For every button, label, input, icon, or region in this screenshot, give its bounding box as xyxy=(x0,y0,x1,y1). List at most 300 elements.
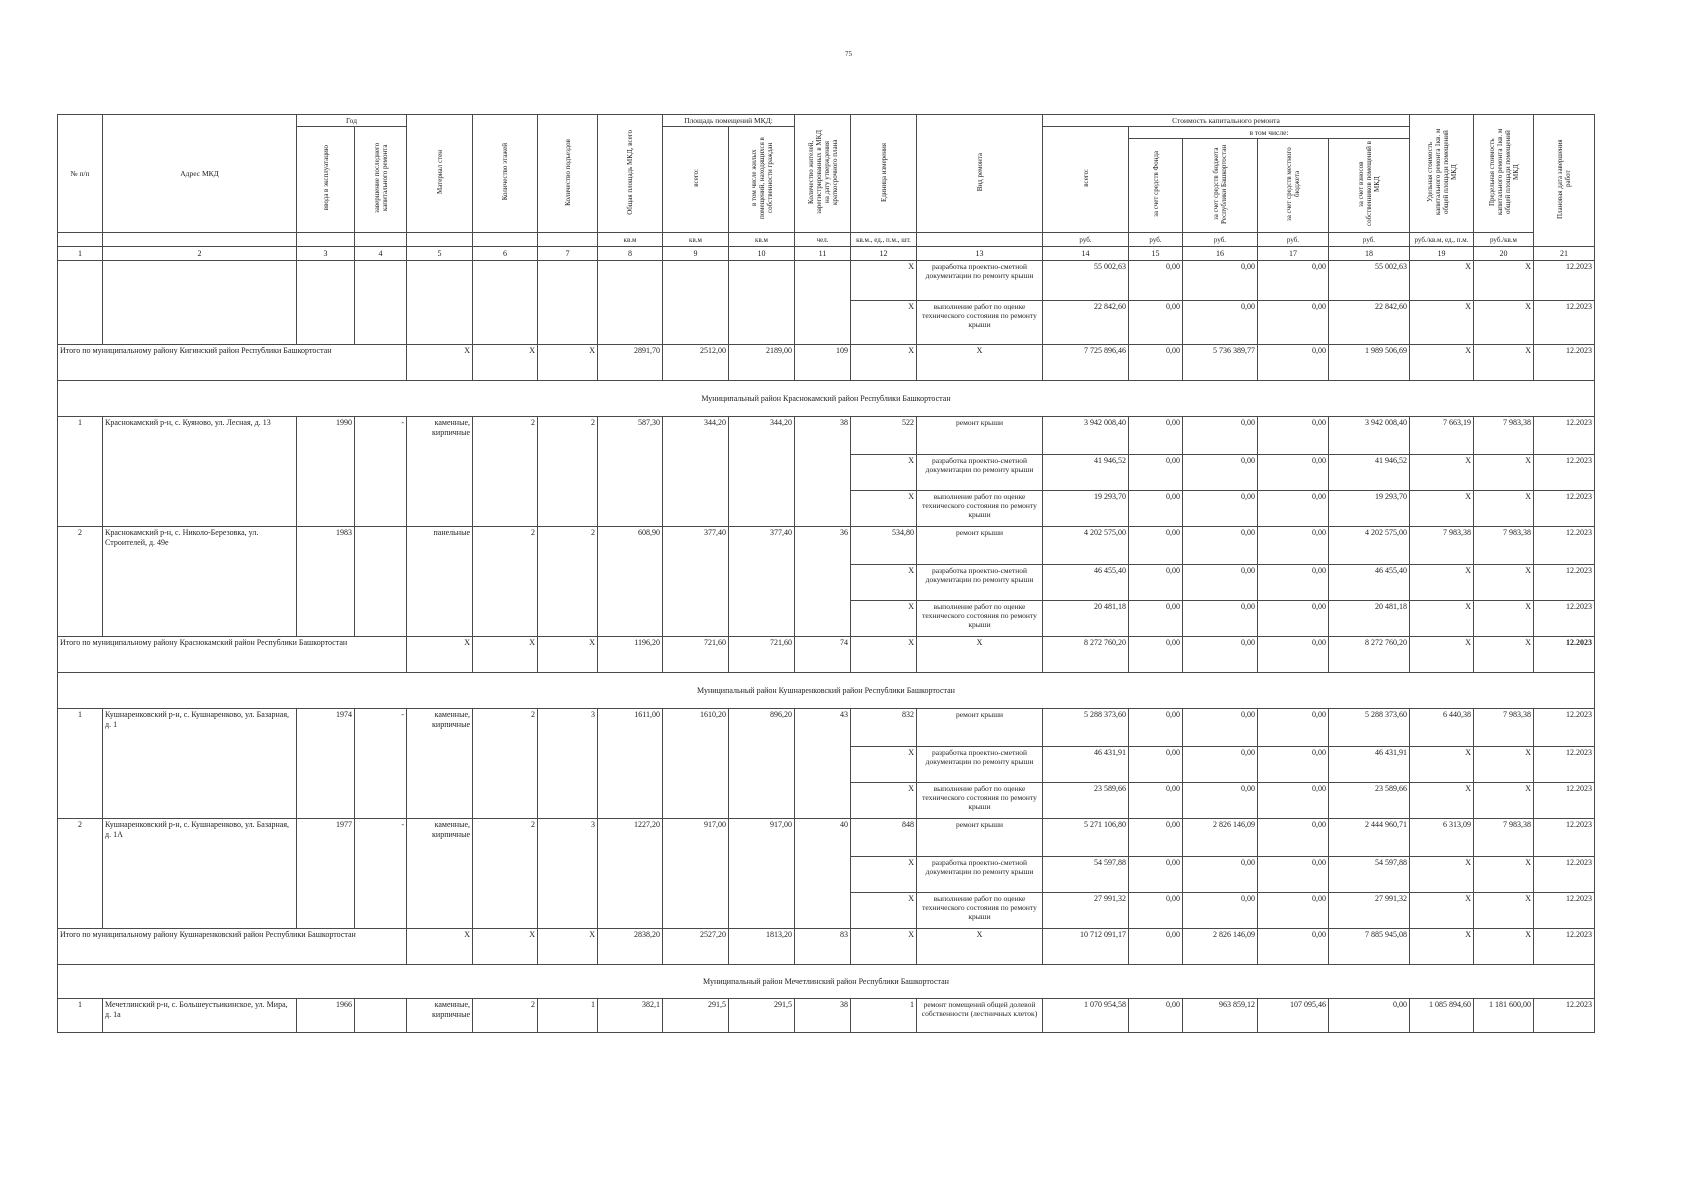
cost-rb: 0,00 xyxy=(1183,261,1258,301)
cost-fund: 0,00 xyxy=(1129,491,1183,527)
header-col-address: Адрес МКД xyxy=(103,115,297,233)
col-number: 16 xyxy=(1183,247,1258,261)
area-res: 2189,00 xyxy=(729,345,795,381)
unit-value: X xyxy=(851,637,917,673)
work-type: выполнение работ по оценке технического состояния по ремонту крыши xyxy=(917,601,1043,637)
header-col-unit: Единица измерения xyxy=(851,115,917,233)
area-res: 1813,20 xyxy=(729,929,795,965)
work-type: ремонт крыши xyxy=(917,527,1043,565)
work-type: X xyxy=(917,637,1043,673)
entrances: X xyxy=(538,637,598,673)
cost-rb: 0,00 xyxy=(1183,747,1258,783)
total-area: 382,1 xyxy=(598,999,663,1033)
col-number: 10 xyxy=(729,247,795,261)
unit-cell: чел. xyxy=(795,233,851,247)
cost-mb: 0,00 xyxy=(1258,417,1329,455)
unit-value: 848 xyxy=(851,819,917,857)
max-cost: 7 983,38 xyxy=(1474,709,1534,747)
section-title: Муниципальный район Кушнаренковский район Республики Башкортостан xyxy=(58,673,1595,709)
max-cost: X xyxy=(1474,301,1534,345)
cost-total: 46 431,91 xyxy=(1043,747,1129,783)
address: Кушнаренковский р-н, с. Кушнаренково, ул. Базарная, д. 1А xyxy=(103,819,297,929)
total-row xyxy=(58,637,1595,673)
entrances: 2 xyxy=(538,417,598,527)
cost-own: 46 455,40 xyxy=(1329,565,1410,601)
cost-total: 54 597,88 xyxy=(1043,857,1129,893)
residents: 40 xyxy=(795,819,851,929)
date: 12.2023 xyxy=(1534,783,1595,819)
max-cost: X xyxy=(1474,929,1534,965)
unit-value: X xyxy=(851,261,917,301)
header-col-floors: Количество этажей xyxy=(473,115,538,233)
col-number: 19 xyxy=(1410,247,1474,261)
capital-repair-table xyxy=(57,114,1595,1033)
entrances: X xyxy=(538,345,598,381)
max-cost: X xyxy=(1474,637,1534,673)
cost-mb: 0,00 xyxy=(1258,747,1329,783)
area-all: 1610,20 xyxy=(663,709,729,819)
cost-mb: 107 095,46 xyxy=(1258,999,1329,1033)
area-res: 377,40 xyxy=(729,527,795,637)
total-area: 1227,20 xyxy=(598,819,663,929)
address: Кушнаренковский р-н, с. Кушнаренково, ул. Базарная, д. 1 xyxy=(103,709,297,819)
date: 12.2023 xyxy=(1534,893,1595,929)
unit-cost: X xyxy=(1410,565,1474,601)
unit-value: X xyxy=(851,491,917,527)
header-col-entrances: Количество подъездов xyxy=(538,115,598,233)
cost-own: 22 842,60 xyxy=(1329,301,1410,345)
date: 12.2023 xyxy=(1534,345,1595,381)
area-all: 2512,00 xyxy=(663,345,729,381)
cost-fund: 0,00 xyxy=(1129,601,1183,637)
header-col-unit-cost: Удельная стоимость капитального ремонта 1кв. м общей площади помещений МКД xyxy=(1410,115,1474,233)
year-rep xyxy=(355,527,407,637)
floors: X xyxy=(473,345,538,381)
cost-rb: 963 859,12 xyxy=(1183,999,1258,1033)
header-col-total-area: Общая площадь МКД, всего xyxy=(598,115,663,233)
unit-cost: X xyxy=(1410,857,1474,893)
entrances: 1 xyxy=(538,999,598,1033)
unit-value: X xyxy=(851,455,917,491)
entrances: 3 xyxy=(538,709,598,819)
work-type: ремонт крыши xyxy=(917,819,1043,857)
cost-total: 27 991,32 xyxy=(1043,893,1129,929)
total-area: 1196,20 xyxy=(598,637,663,673)
total-area: 587,30 xyxy=(598,417,663,527)
cost-fund: 0,00 xyxy=(1129,417,1183,455)
unit-cost: 6 440,38 xyxy=(1410,709,1474,747)
max-cost: X xyxy=(1474,565,1534,601)
entrances: 2 xyxy=(538,527,598,637)
table-row xyxy=(58,999,1595,1033)
cost-own: 4 202 575,00 xyxy=(1329,527,1410,565)
cost-fund: 0,00 xyxy=(1129,709,1183,747)
unit-value: 1 xyxy=(851,999,917,1033)
unit-cell: кв.м xyxy=(663,233,729,247)
total-area: 2891,70 xyxy=(598,345,663,381)
cost-mb: 0,00 xyxy=(1258,929,1329,965)
page-number: 75 xyxy=(845,50,852,58)
year-rep: - xyxy=(355,417,407,527)
table-row xyxy=(58,417,1595,455)
unit-cell: руб. xyxy=(1183,233,1258,247)
date: 12.2023 xyxy=(1534,637,1595,673)
unit-cost: X xyxy=(1410,783,1474,819)
area-res: 917,00 xyxy=(729,819,795,929)
walls: каменные, кирпичные xyxy=(407,819,473,929)
area-res: 291,5 xyxy=(729,999,795,1033)
work-type: X xyxy=(917,345,1043,381)
cost-total: 4 202 575,00 xyxy=(1043,527,1129,565)
walls: панельные xyxy=(407,527,473,637)
col-number: 17 xyxy=(1258,247,1329,261)
cost-own: 54 597,88 xyxy=(1329,857,1410,893)
unit-cell: руб. xyxy=(1329,233,1410,247)
cost-total: 55 002,63 xyxy=(1043,261,1129,301)
total-row xyxy=(58,929,1595,965)
unit-cost: X xyxy=(1410,301,1474,345)
cost-fund: 0,00 xyxy=(1129,455,1183,491)
address: Краснокамский р-н, с. Николо-Березовка, ул. Строителей, д. 49е xyxy=(103,527,297,637)
unit-cost: X xyxy=(1410,455,1474,491)
cost-fund: 0,00 xyxy=(1129,565,1183,601)
area-all: 917,00 xyxy=(663,819,729,929)
year-rep xyxy=(355,999,407,1033)
col-number: 20 xyxy=(1474,247,1534,261)
header-col-work-type: Вид ремонта xyxy=(917,115,1043,233)
cost-own: 1 989 506,69 xyxy=(1329,345,1410,381)
col-number: 21 xyxy=(1534,247,1595,261)
col-number: 14 xyxy=(1043,247,1129,261)
year-in: 1977 xyxy=(297,819,355,929)
max-cost: 7 983,38 xyxy=(1474,527,1534,565)
cost-rb: 2 826 146,09 xyxy=(1183,929,1258,965)
cost-fund: 0,00 xyxy=(1129,819,1183,857)
header-row-1 xyxy=(58,115,1595,127)
date: 12.2023 xyxy=(1534,301,1595,345)
table-row xyxy=(58,261,1595,301)
header-group-area: Площадь помещений МКД: xyxy=(663,115,795,127)
cost-mb: 0,00 xyxy=(1258,527,1329,565)
year-in: 1983 xyxy=(297,527,355,637)
year-in: 1990 xyxy=(297,417,355,527)
max-cost: X xyxy=(1474,857,1534,893)
col-number: 3 xyxy=(297,247,355,261)
row-number: 1 xyxy=(58,999,103,1033)
floors: X xyxy=(473,929,538,965)
unit-value: X xyxy=(851,301,917,345)
year-in: 1974 xyxy=(297,709,355,819)
area-all: 2527,20 xyxy=(663,929,729,965)
cost-mb: 0,00 xyxy=(1258,345,1329,381)
cost-own: 0,00 xyxy=(1329,999,1410,1033)
unit-value: 522 xyxy=(851,417,917,455)
date: 12.2023 xyxy=(1534,527,1595,565)
header-col-year-rep: завершение последнего капитального ремонта xyxy=(355,127,407,233)
col-number: 9 xyxy=(663,247,729,261)
section-row xyxy=(58,673,1595,709)
date: 12.2023 xyxy=(1534,747,1595,783)
cost-fund: 0,00 xyxy=(1129,857,1183,893)
cost-mb: 0,00 xyxy=(1258,455,1329,491)
work-type: X xyxy=(917,929,1043,965)
area-res: 344,20 xyxy=(729,417,795,527)
section-row xyxy=(58,381,1595,417)
residents: 38 xyxy=(795,417,851,527)
cost-total: 5 271 106,80 xyxy=(1043,819,1129,857)
cost-total: 19 293,70 xyxy=(1043,491,1129,527)
cost-total: 5 288 373,60 xyxy=(1043,709,1129,747)
residents: 38 xyxy=(795,999,851,1033)
cost-own: 20 481,18 xyxy=(1329,601,1410,637)
date: 12.2023 xyxy=(1534,417,1595,455)
walls: каменные, кирпичные xyxy=(407,999,473,1033)
header-col-area-res: в том числе жилых помещений, находящихся в собственности граждан xyxy=(729,127,795,233)
cost-own: 23 589,66 xyxy=(1329,783,1410,819)
cost-mb: 0,00 xyxy=(1258,819,1329,857)
header-col-date: Плановая дата завершения работ xyxy=(1534,115,1595,247)
cost-mb: 0,00 xyxy=(1258,565,1329,601)
header-col-own: за счет взносов собственников помещений в МКД xyxy=(1329,139,1410,233)
row-number: 2 xyxy=(58,527,103,637)
area-all: 721,60 xyxy=(663,637,729,673)
cost-total: 46 455,40 xyxy=(1043,565,1129,601)
cost-fund: 0,00 xyxy=(1129,637,1183,673)
cost-fund: 0,00 xyxy=(1129,893,1183,929)
date: 12.2023 xyxy=(1534,455,1595,491)
row-number: 2 xyxy=(58,819,103,929)
cost-fund: 0,00 xyxy=(1129,929,1183,965)
col-number: 4 xyxy=(355,247,407,261)
cost-rb: 0,00 xyxy=(1183,893,1258,929)
cost-rb: 0,00 xyxy=(1183,417,1258,455)
col-number: 6 xyxy=(473,247,538,261)
cost-fund: 0,00 xyxy=(1129,301,1183,345)
walls: X xyxy=(407,929,473,965)
address: Краснокамский р-н, с. Куяново, ул. Лесная, д. 13 xyxy=(103,417,297,527)
work-type: выполнение работ по оценке технического состояния по ремонту крыши xyxy=(917,491,1043,527)
row-number: 1 xyxy=(58,709,103,819)
cost-rb: 0,00 xyxy=(1183,783,1258,819)
cost-mb: 0,00 xyxy=(1258,709,1329,747)
max-cost: X xyxy=(1474,345,1534,381)
cost-mb: 0,00 xyxy=(1258,637,1329,673)
work-type: разработка проектно-сметной документации по ремонту крыши xyxy=(917,455,1043,491)
area-all: 344,20 xyxy=(663,417,729,527)
table-row xyxy=(58,527,1595,565)
section-row xyxy=(58,965,1595,999)
floors: 2 xyxy=(473,527,538,637)
date: 12.2023 xyxy=(1534,261,1595,301)
cost-own: 41 946,52 xyxy=(1329,455,1410,491)
header-col-walls: Материал стен xyxy=(407,115,473,233)
work-type: разработка проектно-сметной документации по ремонту крыши xyxy=(917,261,1043,301)
residents: 36 xyxy=(795,527,851,637)
max-cost: 1 181 600,00 xyxy=(1474,999,1534,1033)
table-row xyxy=(58,709,1595,747)
unit-cost: X xyxy=(1410,491,1474,527)
date: 12.2023 xyxy=(1534,601,1595,637)
col-number: 5 xyxy=(407,247,473,261)
header-group-incl: в том числе: xyxy=(1129,127,1410,139)
unit-value: 832 xyxy=(851,709,917,747)
unit-cell: руб./кв.м, ед., п.м. xyxy=(1410,233,1474,247)
unit-cell: кв.м., ед., п.м., шт. xyxy=(851,233,917,247)
cost-total: 20 481,18 xyxy=(1043,601,1129,637)
max-cost: X xyxy=(1474,747,1534,783)
unit-value: X xyxy=(851,783,917,819)
cost-rb: 0,00 xyxy=(1183,491,1258,527)
cost-total: 3 942 008,40 xyxy=(1043,417,1129,455)
unit-value: X xyxy=(851,601,917,637)
col-number: 1 xyxy=(58,247,103,261)
cost-own: 7 885 945,08 xyxy=(1329,929,1410,965)
date: 12.2023 xyxy=(1534,491,1595,527)
max-cost: X xyxy=(1474,261,1534,301)
max-cost: X xyxy=(1474,601,1534,637)
walls: X xyxy=(407,345,473,381)
cost-total: 1 070 954,58 xyxy=(1043,999,1129,1033)
work-type: выполнение работ по оценке технического состояния по ремонту крыши xyxy=(917,783,1043,819)
cost-mb: 0,00 xyxy=(1258,301,1329,345)
cost-fund: 0,00 xyxy=(1129,527,1183,565)
total-area: 1611,00 xyxy=(598,709,663,819)
section-title: Муниципальный район Мечетлинский район Республики Башкортостан xyxy=(58,965,1595,999)
walls: X xyxy=(407,637,473,673)
unit-value: X xyxy=(851,929,917,965)
area-res: 721,60 xyxy=(729,637,795,673)
unit-cost: 7 663,19 xyxy=(1410,417,1474,455)
max-cost: X xyxy=(1474,455,1534,491)
cost-rb: 0,00 xyxy=(1183,857,1258,893)
floors: 2 xyxy=(473,819,538,929)
cost-total: 41 946,52 xyxy=(1043,455,1129,491)
date: 12.2023 xyxy=(1534,929,1595,965)
col-number: 18 xyxy=(1329,247,1410,261)
residents: 74 xyxy=(795,637,851,673)
area-res: 896,20 xyxy=(729,709,795,819)
total-label: Итого по муниципальному району Краснокамский район Республики Башкортостан xyxy=(58,637,407,673)
date: 12.2023 xyxy=(1534,999,1595,1033)
cost-mb: 0,00 xyxy=(1258,261,1329,301)
header-col-max-cost: Предельная стоимость капитального ремонта 1кв. м общей площади помещений МКД xyxy=(1474,115,1534,233)
cost-rb: 0,00 xyxy=(1183,565,1258,601)
total-label: Итого по муниципальному району Кигинский район Республики Башкортостан xyxy=(58,345,407,381)
work-type: ремонт помещений общей долевой собственности (лестничных клеток) xyxy=(917,999,1043,1033)
walls: каменные, кирпичные xyxy=(407,417,473,527)
unit-value: X xyxy=(851,893,917,929)
cost-mb: 0,00 xyxy=(1258,491,1329,527)
unit-value: X xyxy=(851,857,917,893)
table-row xyxy=(58,819,1595,857)
cost-total: 7 725 896,46 xyxy=(1043,345,1129,381)
work-type: ремонт крыши xyxy=(917,709,1043,747)
col-number: 8 xyxy=(598,247,663,261)
cost-mb: 0,00 xyxy=(1258,893,1329,929)
cost-rb: 0,00 xyxy=(1183,637,1258,673)
unit-value: 534,80 xyxy=(851,527,917,565)
header-col-fund: за счет средств Фонда xyxy=(1129,139,1183,233)
col-number: 7 xyxy=(538,247,598,261)
cost-own: 2 444 960,71 xyxy=(1329,819,1410,857)
header-col-area-all: всего: xyxy=(663,127,729,233)
residents: 83 xyxy=(795,929,851,965)
header-col-num: № п/п xyxy=(58,115,103,233)
cost-total: 10 712 091,17 xyxy=(1043,929,1129,965)
cost-mb: 0,00 xyxy=(1258,783,1329,819)
col-number: 11 xyxy=(795,247,851,261)
floors: 2 xyxy=(473,417,538,527)
cost-rb: 0,00 xyxy=(1183,455,1258,491)
unit-cell: руб./кв.м xyxy=(1474,233,1534,247)
cost-mb: 0,00 xyxy=(1258,857,1329,893)
unit-cell: кв.м xyxy=(729,233,795,247)
area-all: 291,5 xyxy=(663,999,729,1033)
cost-own: 5 288 373,60 xyxy=(1329,709,1410,747)
unit-value: X xyxy=(851,565,917,601)
total-row xyxy=(58,345,1595,381)
cost-rb: 2 826 146,09 xyxy=(1183,819,1258,857)
date: 12.2023 xyxy=(1534,819,1595,857)
cost-fund: 0,00 xyxy=(1129,747,1183,783)
work-type: выполнение работ по оценке технического состояния по ремонту крыши xyxy=(917,893,1043,929)
work-type: разработка проектно-сметной документации по ремонту крыши xyxy=(917,747,1043,783)
cost-total: 22 842,60 xyxy=(1043,301,1129,345)
cost-mb: 0,00 xyxy=(1258,601,1329,637)
area-all: 377,40 xyxy=(663,527,729,637)
work-type: выполнение работ по оценке технического состояния по ремонту крыши xyxy=(917,301,1043,345)
cost-rb: 0,00 xyxy=(1183,301,1258,345)
year-rep: - xyxy=(355,819,407,929)
unit-cost: 6 313,09 xyxy=(1410,819,1474,857)
address: Мечетлинский р-н, с. Большеустьикинское, ул. Мира, д. 1а xyxy=(103,999,297,1033)
cost-own: 3 942 008,40 xyxy=(1329,417,1410,455)
cost-own: 19 293,70 xyxy=(1329,491,1410,527)
max-cost: X xyxy=(1474,783,1534,819)
header-col-rb: за счет средств бюджета Республики Башкортостан xyxy=(1183,139,1258,233)
unit-cell: кв.м xyxy=(598,233,663,247)
floors: X xyxy=(473,637,538,673)
col-number: 12 xyxy=(851,247,917,261)
unit-cell: руб. xyxy=(1258,233,1329,247)
unit-cost: X xyxy=(1410,637,1474,673)
cost-rb: 0,00 xyxy=(1183,601,1258,637)
cost-own: 8 272 760,20 xyxy=(1329,637,1410,673)
date: 12.2023 xyxy=(1534,565,1595,601)
cost-total: 23 589,66 xyxy=(1043,783,1129,819)
column-numbers-row xyxy=(58,247,1595,261)
unit-value: X xyxy=(851,747,917,783)
cost-fund: 0,00 xyxy=(1129,999,1183,1033)
max-cost: 7 983,38 xyxy=(1474,417,1534,455)
cost-fund: 0,00 xyxy=(1129,783,1183,819)
unit-cost: X xyxy=(1410,601,1474,637)
max-cost: X xyxy=(1474,491,1534,527)
entrances: X xyxy=(538,929,598,965)
cost-total: 8 272 760,20 xyxy=(1043,637,1129,673)
cost-rb: 0,00 xyxy=(1183,527,1258,565)
year-in: 1966 xyxy=(297,999,355,1033)
cost-fund: 0,00 xyxy=(1129,261,1183,301)
cost-own: 46 431,91 xyxy=(1329,747,1410,783)
date: 12.2023 xyxy=(1534,709,1595,747)
residents: 43 xyxy=(795,709,851,819)
unit-value: X xyxy=(851,345,917,381)
unit-cost: X xyxy=(1410,261,1474,301)
unit-cost: X xyxy=(1410,747,1474,783)
cost-rb: 0,00 xyxy=(1183,709,1258,747)
col-number: 13 xyxy=(917,247,1043,261)
